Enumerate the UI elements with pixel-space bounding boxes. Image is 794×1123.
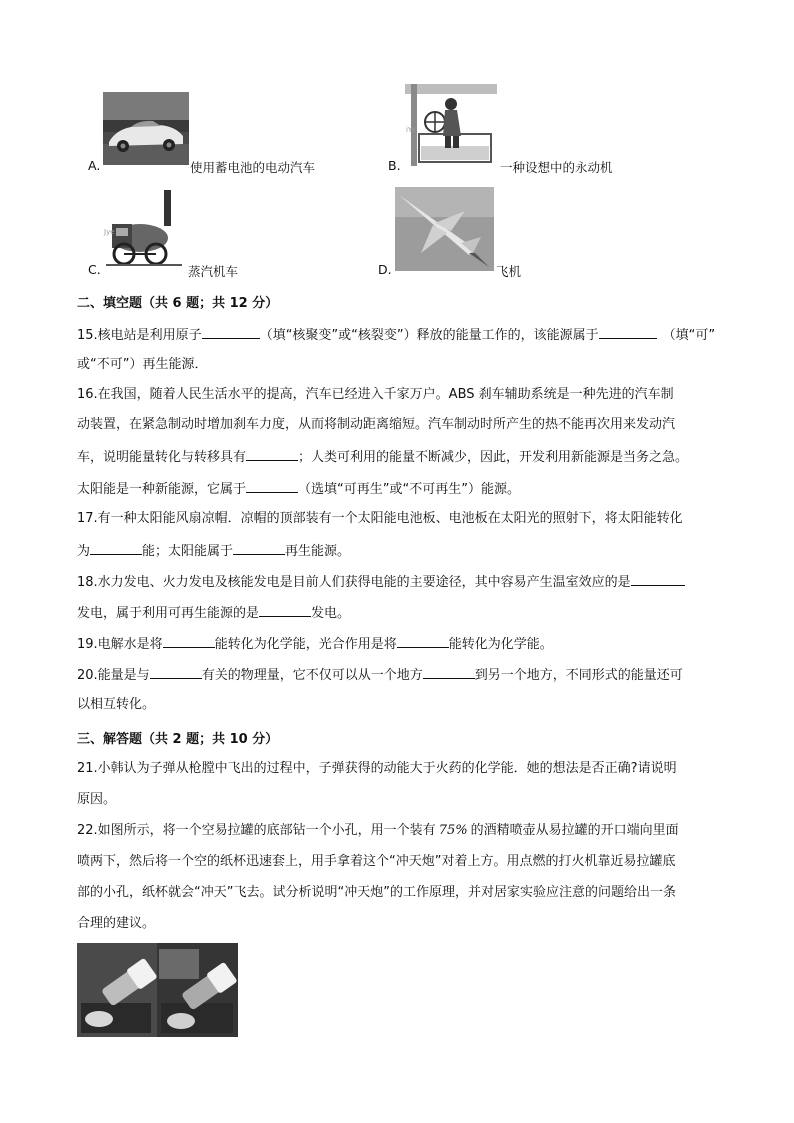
question-21-line-1: 21.小韩认为子弹从枪膛中飞出的过程中，子弹获得的动能大于火药的化学能．她的想法是否正确?请说明 [77,761,677,776]
answer-blank[interactable] [599,325,657,339]
question-17-text-c: 再生能源。 [285,544,351,559]
section-title-fill-blank: 二、填空题（共 6 题；共 12 分） [77,296,279,311]
answer-blank[interactable] [423,665,475,679]
perpetual-motion-image [405,84,497,166]
steam-locomotive-image [102,188,184,270]
answer-blank[interactable] [233,541,285,555]
question-22-line-1 [77,822,679,840]
question-21-line-2: 原因。 [77,792,117,807]
question-22-line-2: 喷两下，然后将一个空的纸杯迅速套上，用手拿着这个“冲天炮”对着上方。用点燃的打火机靠近易拉罐底 [77,854,676,869]
question-15-text-b: （填“核聚变”或“核裂变”）释放的能量工作的，该能源属于 [259,328,599,343]
option-b-letter: B. [388,158,401,173]
question-19-text-b: 能转化为化学能，光合作用是将 [214,637,397,652]
question-18-text-c: 发电。 [311,606,351,621]
question-15-line-1 [77,325,715,345]
option-b-text: 一种设想中的永动机 [500,160,613,175]
question-15-text-a: 15.核电站是利用原子 [77,328,202,343]
question-18-line-2 [77,603,350,623]
option-a-letter: A. [88,158,101,173]
airplane-image [395,187,494,271]
answer-blank[interactable] [246,447,298,461]
section-title-answer: 三、解答题（共 2 题；共 10 分） [77,732,279,747]
question-16-line-3 [77,447,688,467]
question-16-line-4 [77,479,520,499]
question-18-text-b: 发电，属于利用可再生能源的是 [77,606,260,621]
electric-car-image [103,92,189,165]
svg-text:iYe: iYe [406,126,416,134]
question-22-text-a: 22.如图所示，将一个空易拉罐的底部钻一个小孔，用一个装有 [77,823,436,838]
answer-blank[interactable] [90,541,142,555]
question-20-line-2: 以相互转化。 [77,697,156,712]
question-16-line-2: 动装置，在紧急制动时增加刹车力度，从而将制动距离缩短。汽车制动时所产生的热不能再次用来发动汽 [77,417,676,432]
answer-blank[interactable] [150,665,202,679]
rocket-can-image [77,943,238,1037]
answer-blank[interactable] [259,603,311,617]
answer-blank[interactable] [246,479,298,493]
option-a-text: 使用蓄电池的电动汽车 [190,160,316,175]
option-d-text: 飞机 [496,264,522,279]
question-22-percent: 75% [438,823,468,838]
answer-blank[interactable] [631,572,685,586]
question-18-text-a: 18.水力发电、火力发电及核能发电是目前人们获得电能的主要途径，其中容易产生温室效应的是 [77,575,631,590]
question-19-text-c: 能转化为化学能。 [448,637,553,652]
question-20-text-a: 20.能量是与 [77,668,150,683]
question-20-line-1 [77,665,683,685]
option-d-letter: D. [378,262,392,277]
question-17-line-2 [77,541,350,561]
question-16-text-d: （选填“可再生”或“不可再生”）能源。 [298,482,520,497]
question-19-line-1 [77,634,553,654]
option-c-letter: C. [88,262,101,277]
question-18-line-1 [77,572,685,592]
answer-blank[interactable] [202,325,260,339]
question-16-text-b: ；人类可利用的能量不断减少，因此，开发利用新能源是当务之急。 [298,450,689,465]
question-17-line-1: 17.有一种太阳能风扇凉帽．凉帽的顶部装有一个太阳能电池板、电池板在太阳光的照射下，将太阳能转化 [77,511,683,526]
question-20-text-b: 有关的物理量，它不仅可以从一个地方 [201,668,423,683]
answer-blank[interactable] [163,634,215,648]
option-c-text: 蒸汽机车 [188,264,239,279]
answer-blank[interactable] [397,634,449,648]
question-17-text-a: 为 [77,544,91,559]
question-17-text-b: 能；太阳能属于 [142,544,234,559]
question-16-text-c: 太阳能是一种新能源，它属于 [77,482,247,497]
question-22-line-3: 部的小孔，纸杯就会“冲天”飞去。试分析说明“冲天炮”的工作原理，并对居家实验应注意的问题给出一条 [77,885,676,900]
question-22-line-4: 合理的建议。 [77,916,156,931]
question-19-text-a: 19.电解水是将 [77,637,163,652]
question-15-line-2: 或“不可”）再生能源． [77,357,208,372]
question-16-line-1: 16.在我国，随着人民生活水平的提高，汽车已经进入千家万户。ABS 刹车辅助系统是一种先进的汽车制 [77,387,674,402]
question-16-text-a: 车，说明能量转化与转移具有 [77,450,247,465]
question-15-text-c: （填“可” [662,328,716,343]
question-22-text-b: 的酒精喷壶从易拉罐的开口端向里面 [470,823,679,838]
svg-text:Jye: Jye [104,228,115,236]
question-20-text-c: 到另一个地方，不同形式的能量还可 [474,668,683,683]
